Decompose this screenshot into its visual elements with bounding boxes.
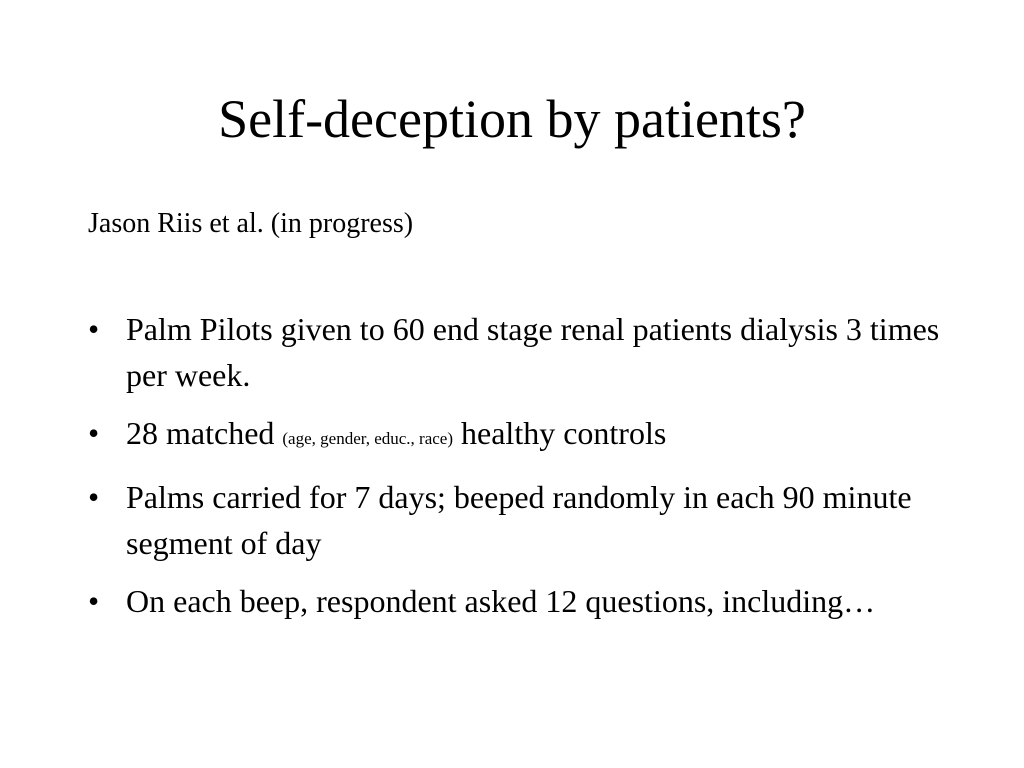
bullet-item: [88, 306, 948, 398]
bullet-icon: •: [88, 311, 100, 347]
bullet-item: [88, 578, 948, 624]
slide-title: Self-deception by patients?: [218, 89, 806, 149]
bullet-text: On each beep, respondent asked 12 questions, including…: [126, 583, 876, 619]
bullet-item: [88, 410, 948, 462]
bullet-text-after: healthy controls: [461, 415, 667, 451]
bullet-icon: •: [88, 415, 100, 451]
bullet-text: Palm Pilots given to 60 end stage renal patients dialysis 3 times per week.: [126, 311, 940, 393]
bullet-text: Palms carried for 7 days; beeped randomly in each 90 minute segment of day: [126, 479, 912, 561]
bullet-icon: •: [88, 583, 100, 619]
bullet-item: [88, 474, 948, 566]
bullet-list: [88, 306, 948, 636]
bullet-note: (age, gender, educ., race): [282, 429, 454, 448]
bullet-text-before: 28 matched: [126, 415, 275, 451]
slide-subtitle: Jason Riis et al. (in progress): [88, 208, 414, 239]
bullet-icon: •: [88, 479, 100, 515]
